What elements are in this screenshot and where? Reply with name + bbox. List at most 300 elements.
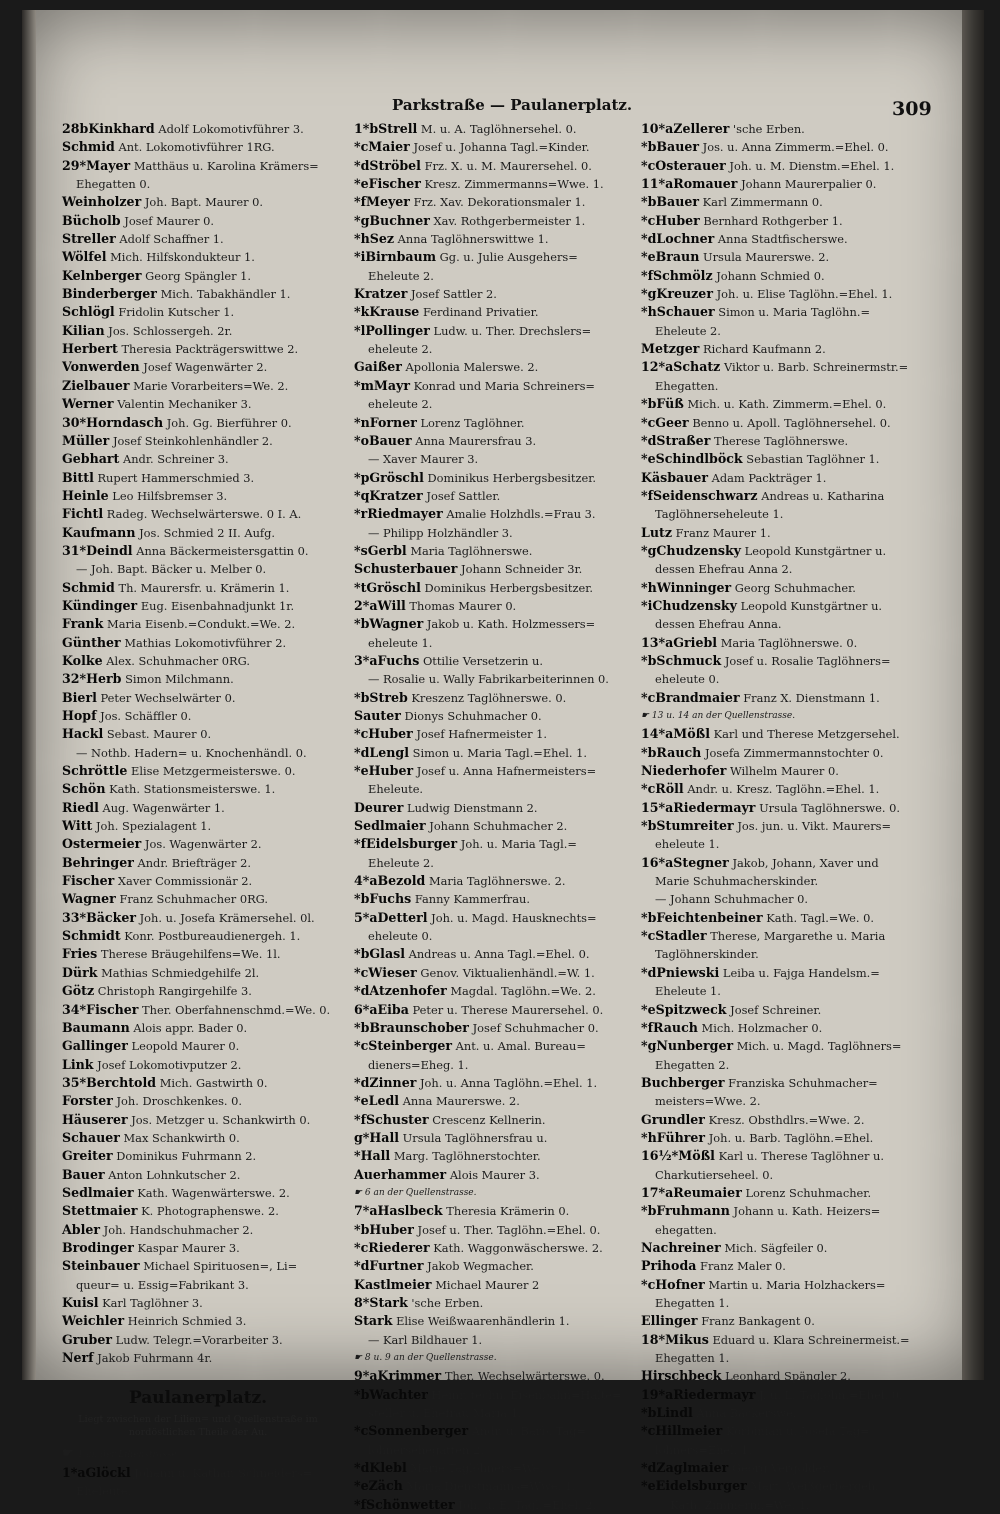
resident-surname: Zinner (369, 1074, 417, 1090)
entry-details: Jakob, Johann, Xaver und (732, 855, 879, 870)
resident-surname: Nachreiner (641, 1239, 721, 1255)
house-number: *b (354, 1221, 370, 1237)
resident-surname: Käsbauer (641, 469, 708, 485)
resident-surname: Stegner (673, 854, 729, 870)
directory-entry (62, 560, 334, 578)
resident-surname: Huber (368, 726, 413, 742)
resident-surname: Feichtenbeiner (656, 909, 763, 925)
directory-entry (641, 505, 923, 523)
resident-surname: Hopf (62, 708, 97, 723)
directory-entry (354, 1037, 632, 1055)
house-number: *c (354, 726, 369, 742)
entry-details: ☛ 8 u. 9 an der Quellenstrasse. (354, 1353, 497, 1364)
house-number: *c (354, 139, 369, 155)
section-note (62, 1413, 334, 1439)
section-note-line: nordöstlichen Theile der Au. (128, 1427, 268, 1439)
house-number: 4*a (354, 873, 378, 889)
entry-details: Kath. Tagl.=We. 0. (766, 910, 874, 925)
resident-surname: Haslbeck (377, 1203, 443, 1219)
directory-entry (354, 1386, 632, 1404)
resident-surname: Ellinger (641, 1313, 698, 1329)
resident-surname: Wölfel (62, 249, 107, 265)
entry-details: dessen Ehefrau Anna 2. (655, 562, 793, 577)
house-number: 28b (62, 121, 89, 136)
house-number: *r (354, 506, 368, 522)
entry-details: — Kath. Zimmerm.=We. 1. (655, 1497, 810, 1512)
resident-surname: Steinbauer (62, 1258, 140, 1274)
entry-details: eheleute 0. (368, 929, 433, 944)
entry-details: Jos. Schäffler 0. (100, 709, 192, 723)
entry-details: Johann Schmied 0. (716, 268, 825, 283)
resident-surname: Mikus (665, 1331, 709, 1347)
directory-entry (354, 1019, 632, 1037)
house-number: *c (354, 1423, 369, 1439)
entry-details: eheleute 1. (368, 635, 433, 650)
resident-surname: Binderberger (62, 286, 157, 302)
house-number: g* (354, 1129, 370, 1145)
resident-surname: Romauer (673, 176, 738, 192)
directory-entry (354, 193, 632, 211)
resident-surname: Kolke (62, 652, 103, 668)
directory-entry (62, 982, 334, 1000)
entry-details: Peter Wechselwärter 0. (100, 690, 236, 705)
directory-entry (354, 1404, 632, 1422)
cross-reference (62, 1445, 334, 1463)
resident-surname: Weinholzer (62, 194, 142, 210)
resident-surname: Winninger (656, 579, 732, 595)
resident-surname: Eidelsburger (366, 836, 458, 852)
directory-entry (354, 322, 632, 340)
directory-entry (62, 707, 334, 725)
directory-entry (354, 1221, 632, 1239)
house-number: 14*a (641, 726, 674, 742)
resident-surname: Fuchs (377, 652, 420, 668)
directory-entry (354, 432, 632, 450)
house-number: *e (354, 1093, 369, 1109)
entry-details: Christoph Rangirgehilfe 3. (97, 984, 252, 999)
directory-entry (62, 1464, 334, 1482)
entry-details: dieners=Eheg. 1. (368, 1057, 469, 1072)
directory-entry (354, 248, 632, 266)
entry-details: Franz Maler 0. (700, 1259, 786, 1274)
directory-entry (62, 854, 334, 872)
resident-surname: Sez (369, 231, 395, 247)
entry-details: Anna Maurerswe. 2. (402, 1094, 520, 1109)
section-title: Paulanerplatz. (128, 1388, 268, 1409)
entry-details: Joh. u. M. Dienstm.=Ehel. 1. (729, 158, 895, 173)
house-number: 16½* (641, 1148, 679, 1164)
house-number: *i (354, 249, 366, 265)
entry-details: Ther. Oberfahnenschmd.=We. 0. (142, 1002, 331, 1017)
resident-surname: Rauch (653, 1019, 698, 1035)
directory-entry (354, 303, 632, 321)
resident-surname: Sedlmaier (354, 818, 426, 834)
entry-details: Michael Maurer 2 (435, 1277, 540, 1292)
entry-details: Michael Spirituosen=, Li= (143, 1259, 298, 1274)
entry-details: Jakob Fuhrmann 4r. (97, 1351, 213, 1366)
entry-details: Taglöhnerskinder. (655, 947, 759, 962)
directory-entry (354, 1477, 632, 1495)
resident-surname: Fruhmann (656, 1203, 730, 1219)
house-number: 2*a (354, 597, 378, 613)
directory-entry (62, 1276, 334, 1294)
entry-details: Johann Schuhmacher 2. (429, 819, 568, 834)
house-number: *d (354, 744, 370, 760)
entry-details: — Joh. Bapt. Bäcker u. Melber 0. (76, 562, 267, 577)
directory-entry (62, 872, 334, 890)
directory-entry (641, 835, 923, 853)
directory-entry (62, 927, 334, 945)
entry-details: Joh. Droschkenkes. 0. (116, 1094, 243, 1109)
house-number: *e (641, 1478, 656, 1494)
entry-details: meisters=Wwe. 2. (655, 1094, 761, 1109)
house-number: *h (354, 231, 370, 247)
house-number: *c (641, 212, 656, 228)
directory-entry (62, 414, 334, 432)
resident-surname: Geer (655, 414, 689, 430)
directory-entry (62, 835, 334, 853)
directory-entry (641, 744, 923, 762)
directory-entry (354, 1166, 632, 1184)
directory-entry (62, 1147, 334, 1165)
pointing-hand-icon: ☛ (62, 1446, 74, 1462)
directory-entry (62, 193, 334, 211)
resident-surname: Riedermayr (673, 799, 756, 815)
entry-details: Fanny Kammerfrau. (414, 892, 530, 907)
directory-entry (641, 1312, 923, 1330)
resident-surname: Gerbl (367, 542, 407, 558)
directory-entry (62, 285, 334, 303)
entry-details: Andreas u. Anna Tagl.=Ehel. 0. (408, 947, 590, 962)
resident-surname: Hall (360, 1148, 391, 1164)
directory-entry (354, 267, 632, 285)
entry-details: Eduard u. Klara Schreinermeist.= (712, 1332, 910, 1347)
entry-details: ☛ 6 an der Quellenstrasse. (354, 1187, 477, 1198)
house-number: *f (641, 267, 654, 283)
entry-details: Ehegatten. (655, 378, 719, 393)
directory-entry (354, 542, 632, 560)
directory-entry (641, 395, 923, 413)
resident-surname: Straßer (656, 432, 711, 448)
running-header: Parkstraße — Paulanerplatz. (392, 96, 633, 114)
cross-reference (354, 1184, 632, 1202)
resident-surname: Herb (86, 671, 122, 687)
directory-entry (354, 744, 632, 762)
entry-details: Mich. Sägfeiler 0. (724, 1240, 828, 1255)
house-number: *b (354, 689, 370, 705)
resident-surname: Forner (369, 414, 417, 430)
directory-entry (354, 1239, 632, 1257)
entry-details: Johann u. Kath. Heizers= (733, 1204, 881, 1219)
entry-details: Korbinian u. Josefa Tag= (725, 1424, 870, 1439)
directory-entry (354, 799, 632, 817)
entry-details: Maria Taglöhnerswe. 0. (720, 635, 858, 650)
entry-details: Ehegatten 2. (655, 1057, 730, 1072)
resident-surname: Schmuck (656, 652, 722, 668)
entry-details: Ehegatten 0. (76, 177, 151, 192)
column-2 (354, 120, 632, 1514)
directory-entry (641, 817, 923, 835)
entry-details: Alois Maurer 3. (449, 1167, 540, 1182)
directory-entry (641, 634, 923, 652)
house-number: *c (641, 689, 656, 705)
house-number: 31* (62, 542, 87, 558)
directory-entry (354, 927, 632, 945)
resident-surname: Stark (354, 1313, 393, 1329)
resident-surname: Gebhart (62, 451, 120, 467)
directory-entry (354, 890, 632, 908)
directory-entry (641, 1001, 923, 1019)
house-number: *d (641, 1460, 657, 1476)
entry-details: Martin u. Maria Holzhackers= (708, 1277, 886, 1292)
entry-details: Theresia Packträgerswittwe 2. (121, 342, 299, 357)
entry-details: Josef Maurer 0. (124, 213, 215, 228)
resident-surname: Riedermayr (673, 1386, 756, 1402)
directory-entry (62, 1092, 334, 1110)
entry-details: ☛ 13 u. 14 an der Quellenstrasse. (641, 711, 796, 721)
house-number: *b (641, 1203, 657, 1219)
entry-details: Josef u. Rosalie Taglöhners= (724, 653, 891, 668)
directory-entry (641, 175, 923, 193)
page-edge (962, 10, 984, 1380)
entry-details: Josefa Zimmermannstochter 0. (704, 745, 884, 760)
directory-entry (641, 1092, 923, 1110)
directory-entry (354, 230, 632, 248)
entry-details: Jos. Wagenwärter 2. (144, 837, 262, 852)
entry-details: Andreas u. Katharina (761, 488, 885, 503)
entry-details: Leopold Kunstgärtner u. (744, 543, 887, 558)
cross-reference (354, 1349, 632, 1367)
entry-details: Dominikus Fuhrmann 2. (116, 1149, 257, 1164)
entry-details: Konr. Postbureaudienergeh. 1. (124, 929, 301, 944)
entry-details: Johann u. Kathar. Schneiders= (134, 1465, 313, 1480)
resident-surname: Maier (368, 139, 410, 155)
resident-surname: Kuisl (62, 1295, 99, 1310)
resident-surname: Detterl (377, 909, 428, 925)
house-number: 34* (62, 1001, 87, 1017)
entry-details: Kath. Waggonwäscherswe. 2. (433, 1240, 603, 1255)
house-number: 5*a (354, 909, 378, 925)
directory-entry (62, 432, 334, 450)
resident-surname: Gröschl (369, 469, 424, 485)
directory-entry (641, 1147, 923, 1165)
entry-details: Jos. u. Anna Zimmerm.=Ehel. 0. (702, 140, 889, 155)
directory-entry (354, 560, 632, 578)
entry-details: Anton Lohnkutscher 2. (108, 1167, 241, 1182)
directory-entry (62, 303, 334, 321)
entry-details: Jakob u. Kath. Holzmessers= (426, 617, 596, 632)
directory-entry (62, 945, 334, 963)
directory-entry (641, 670, 923, 688)
directory-entry (354, 835, 632, 853)
entry-details: Marie Schuhmacherskinder. (655, 874, 819, 889)
resident-surname: Zaglmaier (656, 1460, 729, 1476)
entry-details: Joh. Gg. Bierführer 0. (166, 415, 292, 430)
directory-entry (354, 1202, 632, 1220)
resident-surname: Bauer (656, 139, 700, 155)
resident-surname: Kreuzer (656, 286, 713, 302)
resident-surname: Seidenschwarz (653, 487, 758, 503)
entry-details: Joh. u. Magd. Hausknechts= (431, 910, 597, 925)
entry-details: Franz X. Dienstmann 1. (743, 690, 880, 705)
directory-entry (62, 1257, 334, 1275)
entry-details: Thomas Maurer 0. (409, 598, 517, 613)
entry-details: Kresz. Obsthdlrs.=Wwe. 2. (708, 1112, 865, 1127)
entry-details: — Xaver Maurer 3. (368, 452, 479, 467)
resident-surname: Spitzweck (655, 1001, 727, 1017)
directory-entry (641, 1202, 923, 1220)
entry-details: Georg Schuhmacher. (734, 580, 856, 595)
house-number: *g (641, 1038, 657, 1054)
entry-details: steller u. Ehefrau Maria 1. (368, 1406, 522, 1421)
entry-details: Simon u. Maria Taglöhn.= (718, 305, 870, 320)
entry-details: Max Schankwirth 0. (123, 1130, 240, 1145)
resident-surname: Gaißer (354, 359, 402, 375)
directory-entry (62, 1001, 334, 1019)
resident-surname: Braun (655, 249, 700, 265)
column-3-entries (641, 120, 923, 1514)
entry-details: Josef Sattler. (426, 488, 501, 503)
resident-surname: Kilian (62, 322, 105, 338)
house-number: *e (354, 176, 369, 192)
directory-entry (354, 872, 632, 890)
directory-entry (641, 322, 923, 340)
directory-entry (354, 597, 632, 615)
entry-details: Kath. Wagenwärterswe. 2. (137, 1185, 290, 1200)
directory-entry (62, 1037, 334, 1055)
directory-entry (354, 707, 632, 725)
resident-surname: Bittl (62, 469, 94, 485)
entry-details: Dominikus Herbergsbesitzer. (424, 580, 594, 595)
entry-details: Franz Schuhmacher 0RG. (119, 892, 268, 907)
directory-entry (641, 890, 923, 908)
column-3 (641, 120, 923, 1514)
resident-surname: Klebl (369, 1460, 407, 1476)
entry-details: Georg Spängler 1. (145, 268, 252, 283)
entry-details: Xaver Commissionär 2. (117, 874, 253, 889)
directory-entry (641, 1294, 923, 1312)
directory-entry (62, 909, 334, 927)
house-number: 13*a (641, 634, 674, 650)
resident-surname: Wieser (368, 964, 417, 980)
entry-details: Eheleute 2. (368, 268, 434, 283)
house-number: *b (641, 818, 657, 834)
directory-entry (62, 1056, 334, 1074)
entry-details: Marie Vorarbeiters=We. 2. (133, 378, 289, 393)
directory-entry (62, 964, 334, 982)
entry-details: Ludw. u. Ther. Drechslers= (433, 323, 592, 338)
house-number: *c (641, 1423, 656, 1439)
entry-details: Fridolin Kutscher 1. (118, 305, 235, 320)
cross-reference-text: 1 an der Lilienstrasse. (77, 1450, 180, 1461)
resident-surname: Vonwerden (62, 359, 140, 375)
directory-entry (641, 652, 923, 670)
house-number: *d (641, 964, 657, 980)
entry-details: eheleute 0. (655, 672, 720, 687)
directory-entry (641, 524, 923, 542)
directory-entry (641, 450, 923, 468)
directory-entry (62, 1221, 334, 1239)
directory-entry (641, 964, 923, 982)
entry-details: Eheleute 2. (368, 855, 434, 870)
entry-details: Maria Dienstmanns=Wwe. 1. (406, 1479, 576, 1494)
resident-surname: Atzenhofer (369, 983, 447, 999)
entry-details: — Rosalie u. Wally Fabrikarbeiterinnen 0. (368, 672, 609, 687)
entry-details: Ant. u. Amal. Bureau= (455, 1039, 586, 1054)
house-number: *l (354, 322, 366, 338)
entry-details: Charkutierseheel. 0. (655, 1167, 774, 1182)
house-number: 30* (62, 414, 87, 430)
resident-surname: Zellerer (673, 121, 730, 136)
resident-surname: Gruber (62, 1331, 112, 1347)
resident-surname: Schauer (62, 1129, 120, 1145)
entry-details: Matthäus u. Karolina Krämers= (133, 158, 319, 173)
directory-entry (62, 1482, 334, 1500)
directory-entry (641, 945, 923, 963)
entry-details: Alex. Schuhmacher 0RG. (106, 653, 250, 668)
resident-surname: Fries (62, 946, 98, 962)
house-number: 1*a (62, 1464, 86, 1480)
entry-details: Dionys Schuhmacher 0. (404, 709, 542, 723)
directory-entry (641, 377, 923, 395)
resident-surname: Heinle (62, 487, 109, 503)
directory-entry (641, 597, 923, 615)
directory-entry (641, 615, 923, 633)
directory-entry (62, 1129, 334, 1147)
entry-details: 'sche Erben. (732, 122, 805, 136)
directory-entry (354, 634, 632, 652)
house-number: *b (641, 139, 657, 155)
house-number: *b (354, 1386, 370, 1402)
directory-entry (62, 670, 334, 688)
resident-surname: Eidelsburger (655, 1478, 747, 1494)
directory-entry (641, 138, 923, 156)
directory-entry (641, 780, 923, 798)
entry-details: Elise Metzgermeisterswe. 0. (131, 764, 296, 779)
directory-entry (62, 1202, 334, 1220)
resident-surname: Stumreiter (656, 818, 734, 834)
house-number: *b (354, 891, 370, 907)
directory-entry (354, 358, 632, 376)
directory-entry (354, 285, 632, 303)
resident-surname: Eiba (377, 1001, 409, 1017)
house-number: *e (354, 1478, 369, 1494)
resident-surname: Dürk (62, 964, 98, 980)
entry-details: Josef Lokomotivputzer 2. (97, 1057, 242, 1072)
entry-details: Heinr. techn. Eisenbahn=Halte= (431, 1387, 622, 1402)
directory-entry (641, 432, 923, 450)
entry-details: Frz. X. u. M. Maurersehel. 0. (424, 158, 592, 173)
entry-details: Ursula Taglöhnerswe. 0. (759, 800, 900, 815)
directory-entry (354, 212, 632, 230)
directory-entry (62, 1294, 334, 1312)
entry-details: Sebastian Taglöhner 1. (746, 452, 880, 467)
entry-details: Benno u. Apoll. Taglöhnersehel. 0. (692, 415, 891, 430)
entry-details: Ther. Wechselwärterswe. 0. (444, 1369, 605, 1384)
directory-entry (62, 780, 334, 798)
entry-details: Konrad und Maria Schreiners= (413, 378, 595, 393)
directory-entry (354, 414, 632, 432)
directory-entry (641, 579, 923, 597)
house-number: *b (354, 1019, 370, 1035)
entry-details: Leiba u. Fajga Handelsm.= (722, 965, 880, 980)
house-number: 9*a (354, 1368, 378, 1384)
house-number: *c (641, 781, 656, 797)
directory-entry (62, 377, 334, 395)
directory-entry (641, 1386, 923, 1404)
house-number: *f (641, 487, 654, 503)
directory-entry (62, 762, 334, 780)
